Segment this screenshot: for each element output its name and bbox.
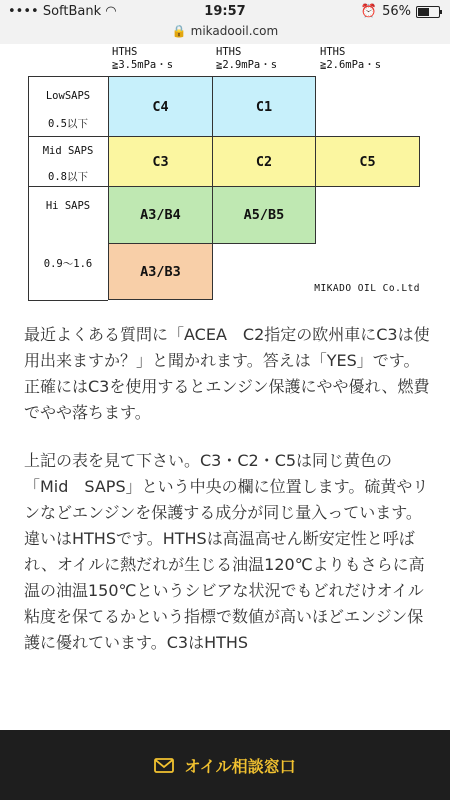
frame-bottom — [28, 300, 108, 301]
row-label-hi: Hi SAPS — [45, 200, 91, 212]
lock-icon: 🔒 — [171, 24, 187, 38]
signal-icon: •••• — [8, 4, 43, 19]
paragraph-2: 上記の表を見て下さい。C3・C2・C5は同じ黄色の「Mid SAPS」という中央の欄に位置します。硫黄やリンなどエンジンを保護する成分が同じ量入っています。違いはHTHSです。HTHSは高温高せん断安定性と呼ばれ、オイルに熱だれが生じる油温120℃よりもさらに高温の油温150℃というシビアな状況でもどれだけオイル粘度を保てるかという指標で数値が高いほどエンジン保護に優れています。C3はHTHS — [24, 451, 429, 652]
article-body — [24, 322, 430, 678]
cell-a3b3: A3/B3 — [108, 243, 213, 300]
battery-fill — [418, 8, 429, 16]
cell-c4: C4 — [108, 76, 213, 137]
row-sub-low: 0.5以下 — [48, 118, 88, 130]
col-header-3: HTHS ≧2.6mPa・s — [320, 46, 382, 71]
cell-c5: C5 — [315, 136, 420, 187]
status-right — [361, 4, 440, 19]
url-text: mikadooil.com — [190, 24, 279, 38]
acea-chart — [28, 46, 428, 302]
carrier-name: •••• SoftBank ◠ — [8, 4, 117, 19]
wifi-icon: ◠ — [105, 4, 117, 19]
cell-c1: C1 — [212, 76, 316, 137]
col-header-2: HTHS ≧2.9mPa・s — [216, 46, 278, 71]
mail-icon — [154, 758, 174, 773]
cell-a5b5: A5/B5 — [212, 186, 316, 244]
oil-consultation-label: オイル相談窓口 — [184, 756, 296, 776]
col-header-1: HTHS ≧3.5mPa・s — [112, 46, 174, 71]
battery-icon — [416, 6, 440, 18]
status-bar — [0, 0, 450, 44]
row-label-mid: Mid SAPS — [42, 145, 94, 157]
address-bar[interactable] — [0, 24, 450, 38]
cell-c2: C2 — [212, 136, 316, 187]
row-sub-mid: 0.8以下 — [48, 171, 88, 183]
cell-c3: C3 — [108, 136, 213, 187]
row-label-low: LowSAPS — [45, 90, 91, 102]
alarm-icon: ⏰ — [360, 4, 378, 19]
bottom-bar — [0, 730, 450, 800]
paragraph-1: 最近よくある質問に「ACEA C2指定の欧州車にC3は使用出来ますか？」と聞かれます。答えは「YES」です。正確にはC3を使用するとエンジン保護にやや優れ、燃費でやや落ちます。 — [24, 325, 430, 422]
oil-consultation-button[interactable] — [154, 754, 295, 777]
battery-percent: 56% — [382, 4, 411, 19]
row-sub-hi: 0.9〜1.6 — [43, 258, 93, 270]
frame-top — [28, 76, 108, 77]
chart-credit: MIKADO OIL Co.Ltd — [314, 283, 420, 294]
frame-row2 — [28, 186, 108, 187]
cell-a3b4: A3/B4 — [108, 186, 213, 244]
status-time: 19:57 — [204, 4, 246, 19]
frame-row1 — [28, 136, 108, 137]
